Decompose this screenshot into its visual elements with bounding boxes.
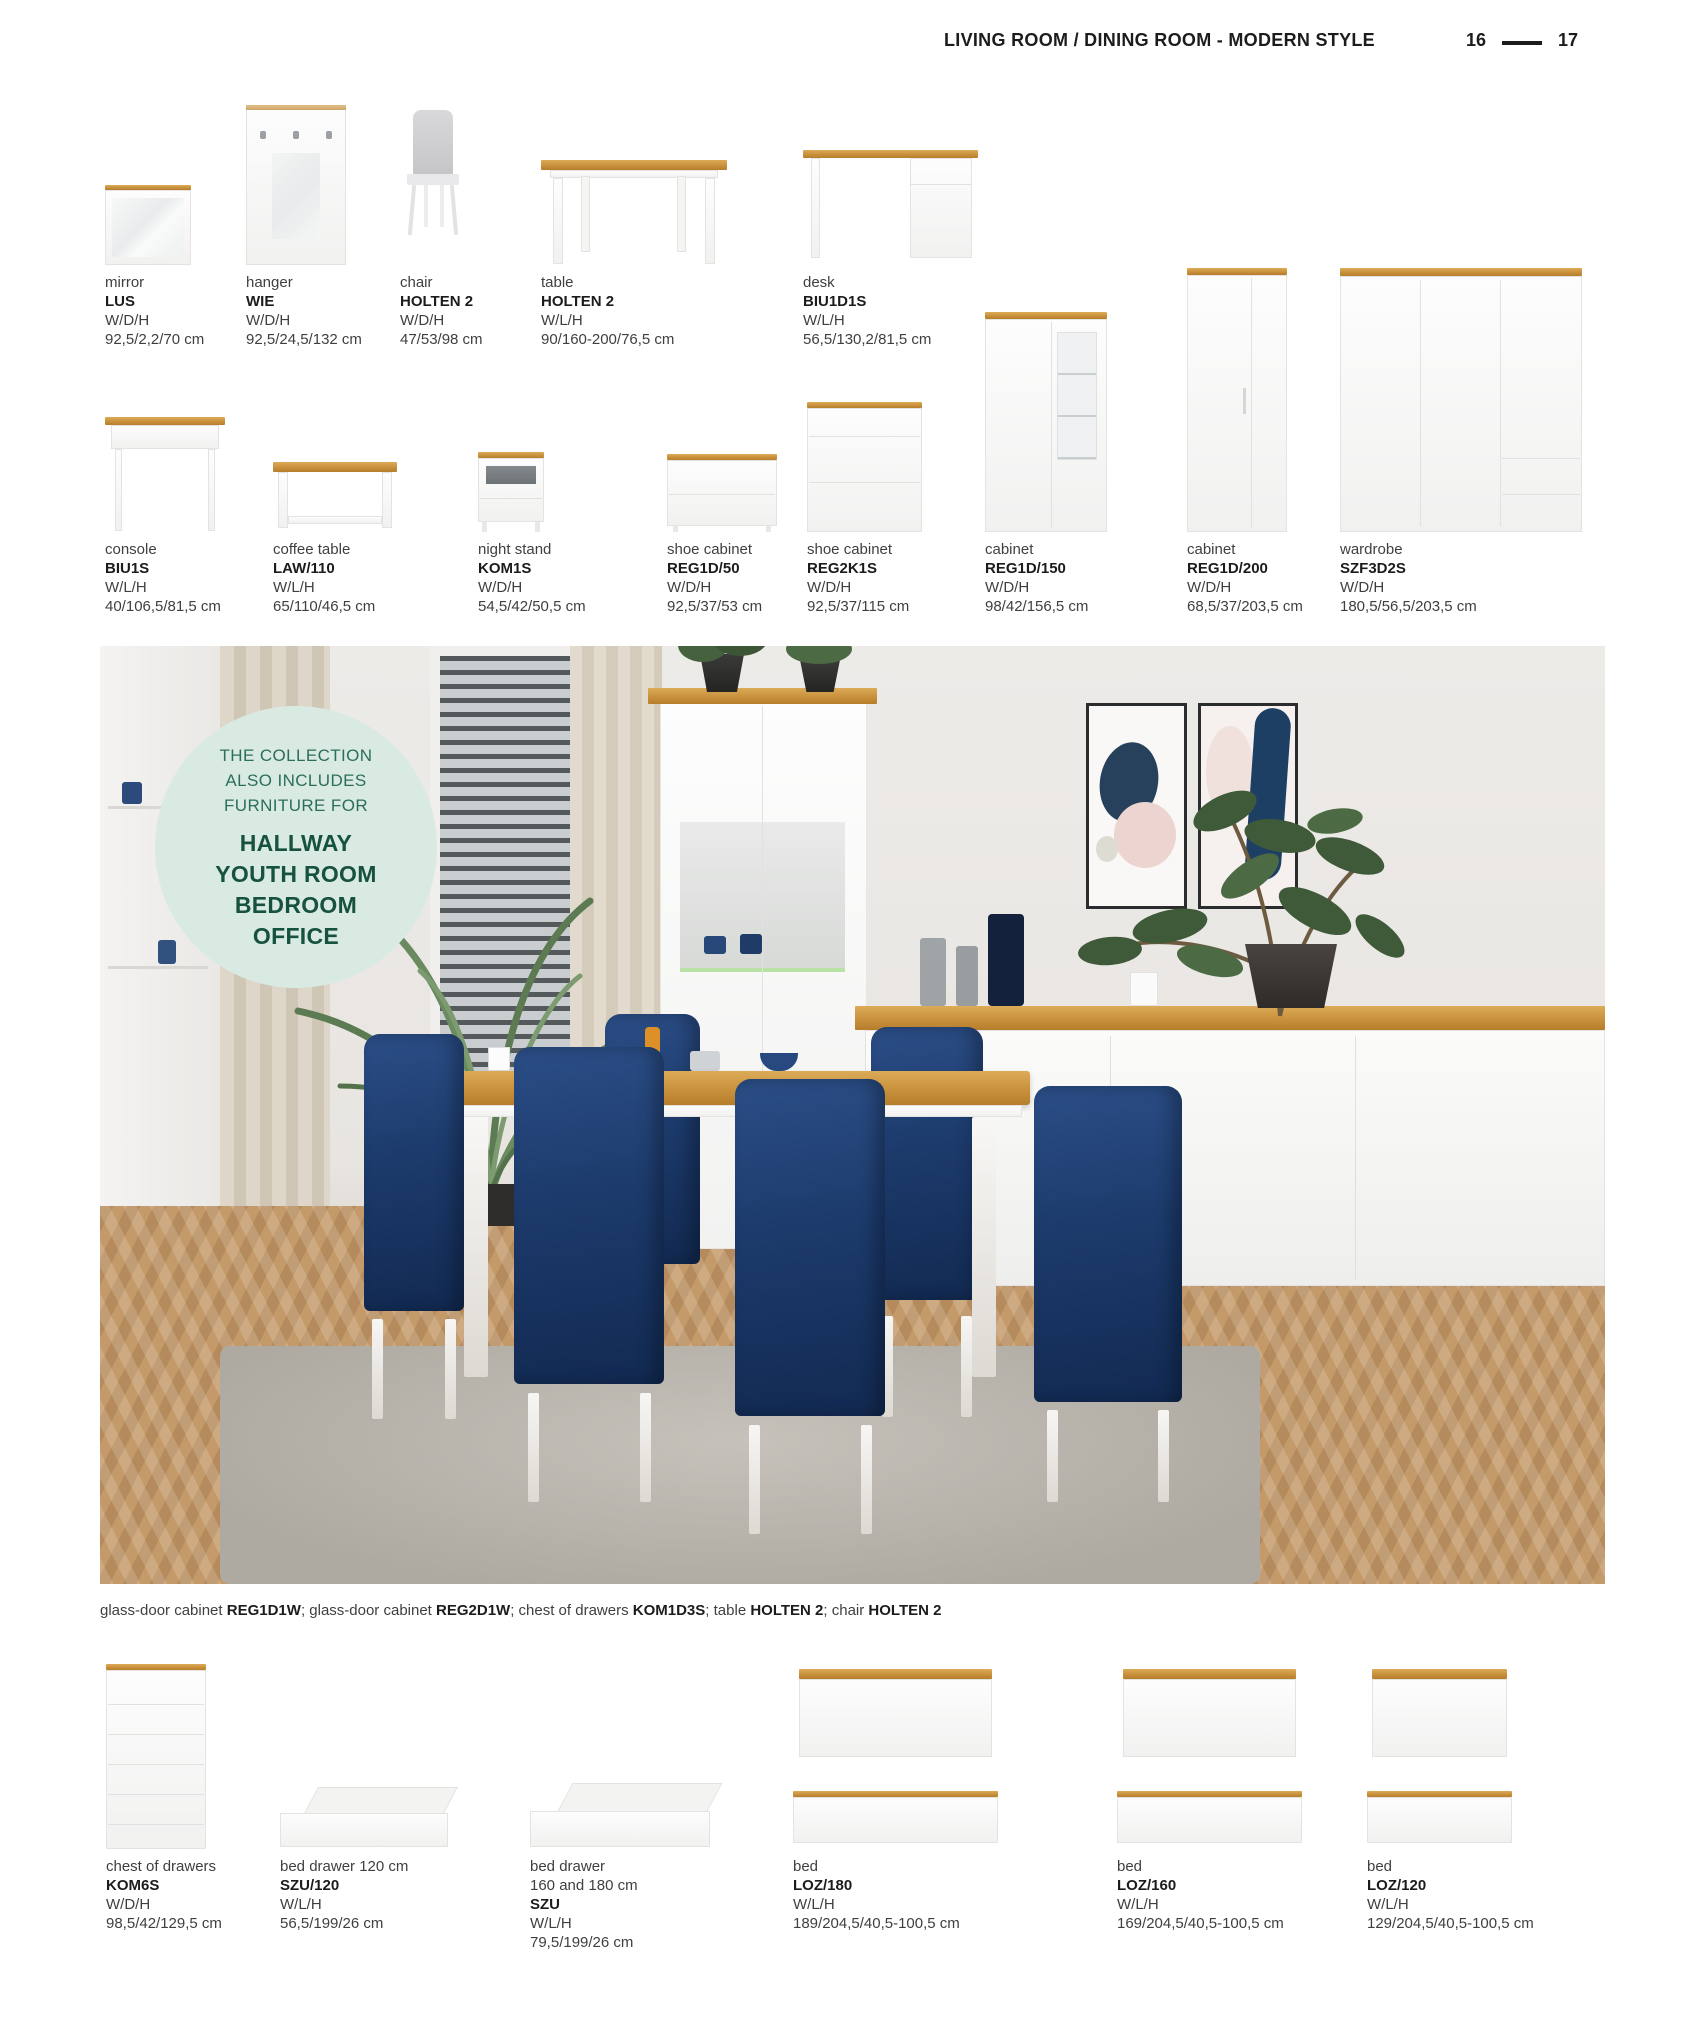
navy-bottle — [988, 914, 1024, 1006]
chair-seat — [407, 174, 459, 185]
product-thumbnail — [400, 90, 483, 265]
badge-room: BEDROOM — [234, 891, 358, 918]
product-size: 129/204,5/40,5-100,5 cm — [1367, 1915, 1534, 1932]
product-code: SZU — [530, 1896, 560, 1913]
photo-caption — [100, 1602, 941, 1619]
chest-illustration — [106, 1664, 206, 1849]
chair-leg — [372, 1319, 383, 1419]
product-code: LOZ/120 — [1367, 1877, 1427, 1894]
product-size: 56,5/199/26 cm — [280, 1915, 384, 1932]
night-stand-illustration — [478, 452, 544, 532]
open-shelves — [1057, 332, 1097, 460]
caption-text: ; table — [705, 1602, 751, 1619]
product-dims-label: W/L/H — [280, 1896, 322, 1913]
product-code: LOZ/180 — [793, 1877, 853, 1894]
hook — [326, 131, 332, 139]
oak-top — [985, 312, 1107, 319]
cabinet-body — [1187, 275, 1287, 532]
product-type: cabinet — [985, 541, 1034, 558]
product-code: KOM1S — [478, 560, 532, 577]
chair-leg — [408, 185, 416, 235]
chair-leg — [424, 185, 428, 227]
badge-room: OFFICE — [252, 922, 340, 949]
wardrobe-illustration — [1340, 268, 1582, 532]
headboard — [1372, 1679, 1507, 1757]
console-illustration — [105, 417, 225, 532]
product-type: cabinet — [1187, 541, 1236, 558]
product-code: REG1D/50 — [667, 560, 740, 577]
chair-leg — [445, 1319, 456, 1419]
shoe-cabinet-illustration — [667, 454, 777, 532]
product-size: 54,5/42/50,5 cm — [478, 598, 586, 615]
dining-chair — [1034, 1086, 1182, 1502]
headboard-oak-top — [1123, 1669, 1296, 1679]
product-card-bed-180 — [793, 1650, 998, 1933]
coffee-table-leg — [382, 472, 392, 528]
cabinet-body — [807, 408, 922, 532]
badge-intro-line: FURNITURE FOR — [223, 795, 369, 815]
product-dims-label: W/L/H — [105, 579, 147, 596]
product-size: 189/204,5/40,5-100,5 cm — [793, 1915, 960, 1932]
product-size: 65/110/46,5 cm — [273, 598, 376, 615]
ficus-plant — [1050, 726, 1410, 1026]
product-code: HOLTEN 2 — [541, 293, 615, 310]
caption-code: KOM1D3S — [632, 1602, 706, 1619]
product-code: LUS — [105, 293, 135, 310]
product-dims-label: W/D/H — [667, 579, 712, 596]
chair-illustration — [400, 110, 466, 265]
product-type: bed — [793, 1858, 819, 1875]
bed-illustration — [1367, 1669, 1512, 1849]
caption-code: HOLTEN 2 — [750, 1602, 824, 1619]
plant-pot — [800, 660, 840, 692]
product-dims-label: W/D/H — [1340, 579, 1385, 596]
product-thumbnail — [106, 1650, 222, 1849]
chair-leg — [1047, 1410, 1058, 1502]
product-dims-label: W/D/H — [478, 579, 523, 596]
leg — [535, 522, 540, 532]
product-code: SZU/120 — [280, 1877, 340, 1894]
table-leg — [677, 176, 686, 252]
product-code: BIU1D1S — [803, 293, 867, 310]
coffee-table-leg — [278, 472, 288, 528]
product-size: 98/42/156,5 cm — [985, 598, 1089, 615]
mirror-glass — [112, 198, 184, 257]
product-thumbnail — [105, 250, 225, 532]
product-type: shoe cabinet — [667, 541, 753, 558]
headboard — [799, 1679, 992, 1757]
product-dims-label: W/L/H — [803, 312, 845, 329]
desk-leg — [811, 158, 820, 258]
cabinet-illustration — [1187, 268, 1287, 532]
product-size: 90/160-200/76,5 cm — [541, 331, 675, 348]
product-size: 98,5/42/129,5 cm — [106, 1915, 222, 1932]
product-card-chest — [106, 1650, 222, 1933]
product-dims-label: W/D/H — [985, 579, 1030, 596]
product-card-wardrobe — [1340, 250, 1582, 616]
caption-text: ; chest of drawers — [510, 1602, 633, 1619]
drawer-line — [911, 184, 971, 185]
chair-back — [364, 1034, 464, 1311]
product-thumbnail — [1187, 250, 1303, 532]
shoe-cabinet-illustration — [807, 402, 922, 532]
drawer-front — [530, 1811, 710, 1847]
product-dims-label: W/D/H — [106, 1896, 151, 1913]
caption-text: ; chair — [823, 1602, 869, 1619]
product-type: chest of drawers — [106, 1858, 217, 1875]
drawer-line — [108, 1794, 204, 1795]
bed-drawer-illustration — [280, 1787, 455, 1849]
blue-cup — [740, 934, 762, 954]
product-code: HOLTEN 2 — [400, 293, 474, 310]
console-leg — [115, 449, 122, 531]
product-dims-label: W/L/H — [530, 1915, 572, 1932]
white-mug — [488, 1047, 510, 1071]
product-card-coffee-table — [273, 250, 397, 616]
oak-top — [541, 160, 727, 170]
product-type: bed drawer 120 cm — [280, 1858, 409, 1875]
bed-drawer-illustration — [530, 1783, 718, 1849]
chair-leg — [640, 1393, 651, 1502]
product-size: 68,5/37/203,5 cm — [1187, 598, 1303, 615]
door-line — [1051, 322, 1052, 528]
product-thumbnail — [807, 250, 922, 532]
dining-chair — [364, 1034, 464, 1419]
product-type: bed drawer — [530, 1858, 606, 1875]
product-code: REG1D/150 — [985, 560, 1066, 577]
product-dims-label: W/L/H — [1117, 1896, 1159, 1913]
product-type-line2: 160 and 180 cm — [530, 1877, 638, 1894]
product-card-shoe-cabinet-50 — [667, 250, 777, 616]
oak-top — [803, 150, 978, 158]
plant-foliage — [786, 646, 852, 664]
chair-leg — [861, 1425, 872, 1534]
chair-back — [735, 1079, 885, 1416]
product-dims-label: W/D/H — [807, 579, 852, 596]
product-size: 40/106,5/81,5 cm — [105, 598, 221, 615]
product-thumbnail — [105, 90, 204, 265]
coffee-table-shelf — [288, 516, 382, 524]
oak-top — [105, 417, 225, 425]
product-thumbnail — [246, 90, 362, 265]
plant-pot — [1245, 944, 1337, 1008]
product-thumbnail — [1117, 1650, 1302, 1849]
drawer-line — [108, 1734, 204, 1735]
badge-intro-line: ALSO INCLUDES — [225, 770, 367, 790]
blue-mug — [122, 782, 142, 804]
badge-intro-line: THE COLLECTION — [219, 745, 373, 765]
product-type: bed — [1117, 1858, 1143, 1875]
product-card-shoe-cabinet-2k1s — [807, 250, 922, 616]
product-size: 92,5/24,5/132 cm — [246, 331, 362, 348]
room-photo — [100, 646, 1605, 1584]
flap-line — [809, 482, 920, 483]
product-card-night-stand — [478, 250, 586, 616]
caption-text: ; glass-door cabinet — [300, 1602, 437, 1619]
caption-code: REG1D1W — [226, 1602, 301, 1619]
leg — [673, 526, 678, 532]
table-leg — [464, 1117, 488, 1377]
product-thumbnail — [793, 1650, 998, 1849]
product-thumbnail — [273, 250, 397, 532]
oak-top — [273, 462, 397, 472]
headboard — [1123, 1679, 1296, 1757]
product-thumbnail — [1340, 250, 1582, 532]
product-type: desk — [803, 274, 835, 291]
product-thumbnail — [530, 1650, 718, 1849]
product-size: 180,5/56,5/203,5 cm — [1340, 598, 1477, 615]
door-line — [1355, 1036, 1356, 1280]
chair-leg — [1158, 1410, 1169, 1502]
product-thumbnail — [280, 1650, 455, 1849]
door-line — [1420, 280, 1421, 526]
product-dims-label: W/L/H — [541, 312, 583, 329]
product-thumbnail — [803, 90, 978, 265]
product-thumbnail — [541, 90, 727, 265]
chair-back — [1034, 1086, 1182, 1402]
desk-illustration — [803, 150, 978, 265]
cabinet-body — [667, 460, 777, 526]
chair-back — [413, 110, 453, 176]
cabinet-oak-top — [648, 688, 877, 704]
product-size: 92,5/2,2/70 cm — [105, 331, 205, 348]
blue-mug — [158, 940, 176, 964]
product-card-cabinet-200 — [1187, 250, 1303, 616]
product-size: 56,5/130,2/81,5 cm — [803, 331, 932, 348]
product-thumbnail — [1367, 1650, 1534, 1849]
page-number-left: 16 — [1466, 30, 1487, 50]
gray-vase — [920, 938, 946, 1006]
page-number-right: 17 — [1558, 30, 1579, 50]
product-type: mirror — [105, 274, 145, 291]
chair-leg — [440, 185, 444, 227]
product-type: coffee table — [273, 541, 351, 558]
bed-illustration — [793, 1669, 998, 1849]
caption-code: REG2D1W — [436, 1602, 511, 1619]
bed-frame — [1367, 1797, 1512, 1843]
bed-illustration — [1117, 1669, 1302, 1849]
gray-vase — [956, 946, 978, 1006]
chair-leg — [749, 1425, 760, 1534]
product-type: shoe cabinet — [807, 541, 893, 558]
caption-code: HOLTEN 2 — [868, 1602, 942, 1619]
chair-leg — [528, 1393, 539, 1502]
product-code: REG2K1S — [807, 560, 878, 577]
badge-room: HALLWAY — [239, 829, 353, 856]
leg — [482, 522, 487, 532]
hook — [293, 131, 299, 139]
caption-text: glass-door cabinet — [100, 1602, 227, 1619]
product-size: 92,5/37/53 cm — [667, 598, 763, 615]
console-drawer — [111, 425, 219, 449]
product-dims-label: W/D/H — [1187, 579, 1232, 596]
product-dims-label: W/D/H — [246, 312, 291, 329]
product-size: 169/204,5/40,5-100,5 cm — [1117, 1915, 1284, 1932]
product-size: 92,5/37/115 cm — [807, 598, 910, 615]
silver-jug — [690, 1051, 720, 1071]
product-code: LOZ/160 — [1117, 1877, 1177, 1894]
table-leg — [972, 1117, 996, 1377]
product-type: bed — [1367, 1858, 1393, 1875]
coffee-table-illustration — [273, 462, 397, 532]
open-niche — [486, 466, 536, 484]
product-size: 47/53/98 cm — [400, 331, 483, 348]
product-card-bed-120 — [1367, 1650, 1534, 1933]
product-code: KOM6S — [106, 1877, 160, 1894]
drawer-line — [809, 436, 920, 437]
hook — [260, 131, 266, 139]
bed-frame — [793, 1797, 998, 1843]
product-thumbnail — [985, 250, 1107, 532]
product-dims-label: W/L/H — [1367, 1896, 1409, 1913]
product-type: console — [105, 541, 157, 558]
hanger-illustration — [246, 105, 346, 265]
product-type: night stand — [478, 541, 552, 558]
oak-top — [1340, 268, 1582, 276]
drawer-line — [1502, 458, 1580, 459]
cabinet-illustration — [985, 312, 1107, 532]
headboard-oak-top — [1372, 1669, 1507, 1679]
product-size: 79,5/199/26 cm — [530, 1934, 634, 1951]
product-dims-label: W/L/H — [273, 579, 315, 596]
door-line — [1500, 280, 1501, 526]
headboard-oak-top — [799, 1669, 992, 1679]
chest-body — [106, 1670, 206, 1849]
oak-top — [246, 105, 346, 110]
product-type: wardrobe — [1340, 541, 1403, 558]
drawer-line — [480, 498, 542, 499]
desk-cabinet — [910, 158, 972, 258]
chair-leg — [450, 185, 458, 235]
dining-chair — [735, 1079, 885, 1534]
product-card-console — [105, 250, 225, 616]
page-numbers — [1466, 30, 1578, 51]
product-card-bed-drawer — [530, 1650, 718, 1952]
page-number-dash — [1502, 41, 1542, 45]
page-title: LIVING ROOM / DINING ROOM - MODERN STYLE — [943, 30, 1375, 50]
product-dims-label: W/L/H — [793, 1896, 835, 1913]
drawer-line — [108, 1764, 204, 1765]
console-leg — [208, 449, 215, 531]
drawer-front — [280, 1813, 448, 1847]
leg — [766, 526, 771, 532]
drawer-line — [108, 1704, 204, 1705]
chair-back — [514, 1047, 664, 1384]
product-dims-label: W/D/H — [105, 312, 150, 329]
product-code: WIE — [246, 293, 275, 310]
handle — [1243, 388, 1246, 414]
drawer-line — [1502, 494, 1580, 495]
product-card-bed-160 — [1117, 1650, 1302, 1933]
dining-chair — [514, 1047, 664, 1502]
door-line — [1251, 278, 1252, 528]
bed-frame — [1117, 1797, 1302, 1843]
product-code: REG1D/200 — [1187, 560, 1268, 577]
table-apron — [550, 170, 718, 178]
product-type: chair — [400, 274, 433, 291]
oak-top — [1187, 268, 1287, 275]
drawer-line — [108, 1824, 204, 1825]
product-card-bed-drawer-120 — [280, 1650, 455, 1933]
product-type: hanger — [246, 274, 293, 291]
hanger-mirror — [272, 153, 320, 239]
product-thumbnail — [667, 250, 777, 532]
collection-badge — [155, 706, 437, 988]
table-leg — [581, 176, 590, 252]
product-card-chair — [400, 90, 483, 349]
product-thumbnail — [478, 250, 586, 532]
product-card-cabinet-150 — [985, 250, 1107, 616]
product-code: LAW/110 — [273, 560, 335, 577]
product-type: table — [541, 274, 574, 291]
flap-line — [669, 494, 775, 495]
product-code: SZF3D2S — [1340, 560, 1406, 577]
blue-cup — [704, 936, 726, 954]
badge-room: YOUTH ROOM — [215, 860, 377, 887]
glass-shelf — [108, 966, 208, 969]
product-dims-label: W/D/H — [400, 312, 445, 329]
product-code: BIU1S — [105, 560, 150, 577]
